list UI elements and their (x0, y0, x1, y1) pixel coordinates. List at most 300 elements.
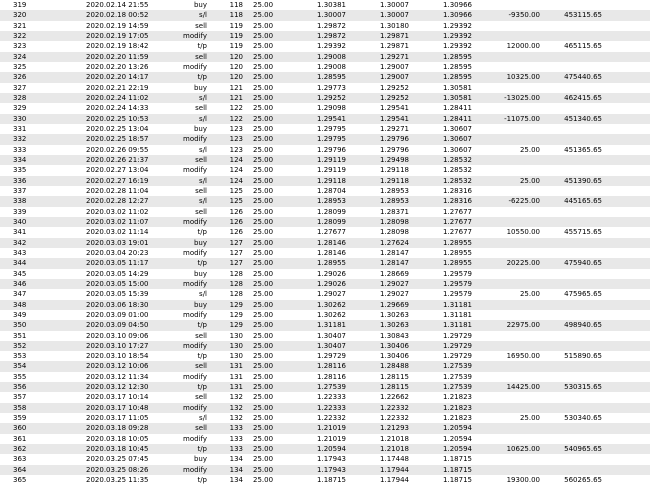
stop-loss-cell: 1.30406 (346, 341, 409, 351)
profit-cell (472, 0, 540, 10)
row-spacer (602, 289, 650, 299)
stop-loss-cell: 1.22332 (346, 403, 409, 413)
trade-type-cell: modify (154, 31, 207, 41)
trade-size-cell: 25.00 (243, 382, 279, 392)
table-row (0, 145, 650, 155)
row-spacer (602, 41, 650, 51)
row-spacer (602, 361, 650, 371)
row-spacer (602, 454, 650, 464)
profit-cell (472, 269, 540, 279)
trade-size-cell: 25.00 (243, 186, 279, 196)
balance-cell (540, 103, 602, 113)
trade-price-cell: 1.28116 (279, 372, 346, 382)
order-number-cell: 129 (207, 310, 243, 320)
row-number-cell: 346 (0, 279, 86, 289)
trade-size-cell: 25.00 (243, 93, 279, 103)
take-profit-cell: 1.20594 (409, 423, 472, 433)
row-number-cell: 359 (0, 413, 86, 423)
trade-type-cell: t/p (154, 72, 207, 82)
trade-type-cell: t/p (154, 41, 207, 51)
balance-cell (540, 269, 602, 279)
row-number-cell: 330 (0, 114, 86, 124)
row-spacer (602, 258, 650, 268)
trade-price-cell: 1.30262 (279, 310, 346, 320)
trade-size-cell: 25.00 (243, 41, 279, 51)
row-spacer (602, 403, 650, 413)
table-row (0, 227, 650, 237)
trade-size-cell: 25.00 (243, 392, 279, 402)
trade-type-cell: modify (154, 165, 207, 175)
stop-loss-cell: 1.29871 (346, 31, 409, 41)
trade-size-cell: 25.00 (243, 320, 279, 330)
trade-price-cell: 1.29392 (279, 41, 346, 51)
take-profit-cell: 1.30966 (409, 10, 472, 20)
stop-loss-cell: 1.29541 (346, 114, 409, 124)
trade-time-cell: 2020.03.09 01:00 (86, 310, 154, 320)
trade-price-cell: 1.28146 (279, 238, 346, 248)
table-row (0, 0, 650, 10)
trade-type-cell: sell (154, 186, 207, 196)
trade-price-cell: 1.30407 (279, 331, 346, 341)
take-profit-cell: 1.28955 (409, 258, 472, 268)
trade-time-cell: 2020.03.25 11:35 (86, 475, 154, 485)
order-number-cell: 119 (207, 21, 243, 31)
trade-time-cell: 2020.02.27 16:19 (86, 176, 154, 186)
trade-price-cell: 1.27677 (279, 227, 346, 237)
table-row (0, 238, 650, 248)
stop-loss-cell: 1.29669 (346, 300, 409, 310)
stop-loss-cell: 1.29498 (346, 155, 409, 165)
row-spacer (602, 248, 650, 258)
row-number-cell: 321 (0, 21, 86, 31)
trade-size-cell: 25.00 (243, 341, 279, 351)
order-number-cell: 120 (207, 52, 243, 62)
trade-type-cell: buy (154, 300, 207, 310)
stop-loss-cell: 1.30007 (346, 10, 409, 20)
profit-cell (472, 341, 540, 351)
take-profit-cell: 1.29392 (409, 21, 472, 31)
trade-type-cell: s/l (154, 145, 207, 155)
balance-cell: 540965.65 (540, 444, 602, 454)
row-spacer (602, 320, 650, 330)
stop-loss-cell: 1.30406 (346, 351, 409, 361)
trade-type-cell: sell (154, 331, 207, 341)
row-number-cell: 329 (0, 103, 86, 113)
trade-size-cell: 25.00 (243, 227, 279, 237)
stop-loss-cell: 1.29271 (346, 52, 409, 62)
stop-loss-cell: 1.28098 (346, 217, 409, 227)
profit-cell: -11075.00 (472, 114, 540, 124)
order-number-cell: 118 (207, 0, 243, 10)
trade-time-cell: 2020.02.25 13:04 (86, 124, 154, 134)
trade-time-cell: 2020.03.18 10:45 (86, 444, 154, 454)
trade-time-cell: 2020.03.17 10:14 (86, 392, 154, 402)
order-number-cell: 131 (207, 372, 243, 382)
order-number-cell: 123 (207, 134, 243, 144)
balance-cell (540, 217, 602, 227)
row-number-cell: 326 (0, 72, 86, 82)
row-number-cell: 354 (0, 361, 86, 371)
trade-type-cell: sell (154, 207, 207, 217)
take-profit-cell: 1.30581 (409, 93, 472, 103)
trade-time-cell: 2020.02.26 21:37 (86, 155, 154, 165)
table-row (0, 124, 650, 134)
row-number-cell: 327 (0, 83, 86, 93)
balance-cell: 515890.65 (540, 351, 602, 361)
table-row (0, 372, 650, 382)
order-number-cell: 131 (207, 382, 243, 392)
trade-price-cell: 1.28595 (279, 72, 346, 82)
balance-cell (540, 423, 602, 433)
profit-cell (472, 124, 540, 134)
profit-cell (472, 186, 540, 196)
row-spacer (602, 72, 650, 82)
trade-size-cell: 25.00 (243, 269, 279, 279)
row-number-cell: 358 (0, 403, 86, 413)
profit-cell: -6225.00 (472, 196, 540, 206)
balance-cell (540, 134, 602, 144)
trade-size-cell: 25.00 (243, 83, 279, 93)
take-profit-cell: 1.29579 (409, 269, 472, 279)
trade-type-cell: sell (154, 155, 207, 165)
row-spacer (602, 227, 650, 237)
balance-cell (540, 361, 602, 371)
trade-size-cell: 25.00 (243, 103, 279, 113)
profit-cell (472, 434, 540, 444)
trade-time-cell: 2020.03.02 11:07 (86, 217, 154, 227)
trade-price-cell: 1.28116 (279, 361, 346, 371)
row-spacer (602, 207, 650, 217)
trade-price-cell: 1.28953 (279, 196, 346, 206)
take-profit-cell: 1.29729 (409, 331, 472, 341)
stop-loss-cell: 1.29541 (346, 103, 409, 113)
table-row (0, 155, 650, 165)
row-spacer (602, 124, 650, 134)
profit-cell (472, 134, 540, 144)
profit-cell (472, 300, 540, 310)
table-row (0, 176, 650, 186)
trade-size-cell: 25.00 (243, 444, 279, 454)
take-profit-cell: 1.29729 (409, 341, 472, 351)
row-number-cell: 340 (0, 217, 86, 227)
take-profit-cell: 1.29579 (409, 279, 472, 289)
profit-cell: 16950.00 (472, 351, 540, 361)
stop-loss-cell: 1.21018 (346, 434, 409, 444)
order-number-cell: 133 (207, 444, 243, 454)
take-profit-cell: 1.27677 (409, 207, 472, 217)
row-spacer (602, 310, 650, 320)
stop-loss-cell: 1.27624 (346, 238, 409, 248)
row-number-cell: 339 (0, 207, 86, 217)
stop-loss-cell: 1.30263 (346, 310, 409, 320)
trade-type-cell: modify (154, 217, 207, 227)
take-profit-cell: 1.28955 (409, 248, 472, 258)
stop-loss-cell: 1.29027 (346, 289, 409, 299)
row-number-cell: 322 (0, 31, 86, 41)
trade-size-cell: 25.00 (243, 134, 279, 144)
order-number-cell: 127 (207, 248, 243, 258)
order-number-cell: 119 (207, 41, 243, 51)
row-number-cell: 331 (0, 124, 86, 134)
trade-time-cell: 2020.02.28 11:04 (86, 186, 154, 196)
trade-time-cell: 2020.03.25 07:45 (86, 454, 154, 464)
row-spacer (602, 83, 650, 93)
order-number-cell: 122 (207, 114, 243, 124)
profit-cell: 10550.00 (472, 227, 540, 237)
row-spacer (602, 475, 650, 485)
profit-cell: 25.00 (472, 289, 540, 299)
row-spacer (602, 279, 650, 289)
order-number-cell: 120 (207, 72, 243, 82)
trade-size-cell: 25.00 (243, 10, 279, 20)
table-row (0, 21, 650, 31)
row-number-cell: 335 (0, 165, 86, 175)
take-profit-cell: 1.28532 (409, 176, 472, 186)
trade-time-cell: 2020.02.26 09:55 (86, 145, 154, 155)
table-row (0, 83, 650, 93)
row-spacer (602, 331, 650, 341)
profit-cell (472, 165, 540, 175)
stop-loss-cell: 1.29252 (346, 83, 409, 93)
profit-cell (472, 465, 540, 475)
row-number-cell: 342 (0, 238, 86, 248)
table-row (0, 217, 650, 227)
order-number-cell: 130 (207, 341, 243, 351)
trade-time-cell: 2020.03.25 08:26 (86, 465, 154, 475)
trade-size-cell: 25.00 (243, 403, 279, 413)
take-profit-cell: 1.28955 (409, 238, 472, 248)
profit-cell (472, 372, 540, 382)
row-number-cell: 332 (0, 134, 86, 144)
trade-price-cell: 1.30007 (279, 10, 346, 20)
profit-cell: -9350.00 (472, 10, 540, 20)
order-number-cell: 120 (207, 62, 243, 72)
profit-cell (472, 217, 540, 227)
row-number-cell: 325 (0, 62, 86, 72)
trade-time-cell: 2020.02.24 14:33 (86, 103, 154, 113)
balance-cell (540, 31, 602, 41)
row-number-cell: 356 (0, 382, 86, 392)
trade-type-cell: s/l (154, 114, 207, 124)
balance-cell: 475965.65 (540, 289, 602, 299)
row-spacer (602, 176, 650, 186)
balance-cell: 465115.65 (540, 41, 602, 51)
row-spacer (602, 0, 650, 10)
take-profit-cell: 1.28316 (409, 196, 472, 206)
balance-cell (540, 165, 602, 175)
row-spacer (602, 114, 650, 124)
balance-cell (540, 434, 602, 444)
balance-cell: 530315.65 (540, 382, 602, 392)
trade-price-cell: 1.29026 (279, 279, 346, 289)
balance-cell (540, 310, 602, 320)
stop-loss-cell: 1.29007 (346, 62, 409, 72)
trade-type-cell: t/p (154, 351, 207, 361)
order-number-cell: 124 (207, 155, 243, 165)
trade-time-cell: 2020.03.12 12:30 (86, 382, 154, 392)
take-profit-cell: 1.30607 (409, 134, 472, 144)
trade-price-cell: 1.28099 (279, 217, 346, 227)
trade-size-cell: 25.00 (243, 196, 279, 206)
take-profit-cell: 1.31181 (409, 300, 472, 310)
trade-size-cell: 25.00 (243, 454, 279, 464)
row-spacer (602, 10, 650, 20)
trade-type-cell: modify (154, 248, 207, 258)
stop-loss-cell: 1.22332 (346, 413, 409, 423)
balance-cell (540, 0, 602, 10)
balance-cell (540, 300, 602, 310)
trade-type-cell: s/l (154, 10, 207, 20)
trade-time-cell: 2020.02.20 11:59 (86, 52, 154, 62)
table-row (0, 320, 650, 330)
row-number-cell: 353 (0, 351, 86, 361)
stop-loss-cell: 1.28669 (346, 269, 409, 279)
trade-price-cell: 1.29541 (279, 114, 346, 124)
row-number-cell: 365 (0, 475, 86, 485)
order-number-cell: 122 (207, 103, 243, 113)
stop-loss-cell: 1.28371 (346, 207, 409, 217)
table-row (0, 423, 650, 433)
take-profit-cell: 1.30581 (409, 83, 472, 93)
profit-cell (472, 454, 540, 464)
trade-price-cell: 1.29027 (279, 289, 346, 299)
profit-cell (472, 31, 540, 41)
trade-type-cell: buy (154, 124, 207, 134)
balance-cell (540, 341, 602, 351)
stop-loss-cell: 1.21018 (346, 444, 409, 454)
trade-price-cell: 1.29795 (279, 124, 346, 134)
trade-type-cell: buy (154, 0, 207, 10)
table-row (0, 196, 650, 206)
order-number-cell: 121 (207, 93, 243, 103)
row-number-cell: 352 (0, 341, 86, 351)
row-number-cell: 362 (0, 444, 86, 454)
trade-size-cell: 25.00 (243, 124, 279, 134)
row-number-cell: 341 (0, 227, 86, 237)
trade-price-cell: 1.29795 (279, 134, 346, 144)
profit-cell (472, 392, 540, 402)
balance-cell: 451365.65 (540, 145, 602, 155)
row-number-cell: 364 (0, 465, 86, 475)
balance-cell (540, 331, 602, 341)
row-spacer (602, 186, 650, 196)
take-profit-cell: 1.18715 (409, 475, 472, 485)
balance-cell: 455715.65 (540, 227, 602, 237)
profit-cell: 12000.00 (472, 41, 540, 51)
trade-size-cell: 25.00 (243, 475, 279, 485)
row-number-cell: 333 (0, 145, 86, 155)
trade-time-cell: 2020.03.17 10:48 (86, 403, 154, 413)
take-profit-cell: 1.20594 (409, 444, 472, 454)
profit-cell (472, 403, 540, 413)
table-row (0, 62, 650, 72)
take-profit-cell: 1.27539 (409, 361, 472, 371)
table-row (0, 103, 650, 113)
profit-cell (472, 238, 540, 248)
trade-type-cell: t/p (154, 258, 207, 268)
stop-loss-cell: 1.22662 (346, 392, 409, 402)
row-spacer (602, 31, 650, 41)
order-number-cell: 129 (207, 300, 243, 310)
balance-cell (540, 62, 602, 72)
row-spacer (602, 372, 650, 382)
order-number-cell: 118 (207, 10, 243, 20)
trade-size-cell: 25.00 (243, 289, 279, 299)
balance-cell (540, 238, 602, 248)
table-row (0, 186, 650, 196)
balance-cell: 530340.65 (540, 413, 602, 423)
trade-size-cell: 25.00 (243, 279, 279, 289)
trade-time-cell: 2020.02.25 10:53 (86, 114, 154, 124)
row-spacer (602, 103, 650, 113)
take-profit-cell: 1.28411 (409, 114, 472, 124)
row-spacer (602, 423, 650, 433)
stop-loss-cell: 1.29871 (346, 41, 409, 51)
table-row (0, 10, 650, 20)
row-spacer (602, 217, 650, 227)
balance-cell (540, 248, 602, 258)
order-number-cell: 128 (207, 279, 243, 289)
table-row (0, 382, 650, 392)
take-profit-cell: 1.31181 (409, 310, 472, 320)
row-spacer (602, 52, 650, 62)
trade-size-cell: 25.00 (243, 52, 279, 62)
row-number-cell: 328 (0, 93, 86, 103)
profit-cell (472, 248, 540, 258)
trade-price-cell: 1.22333 (279, 403, 346, 413)
trade-price-cell: 1.30262 (279, 300, 346, 310)
row-number-cell: 334 (0, 155, 86, 165)
balance-cell: 453115.65 (540, 10, 602, 20)
stop-loss-cell: 1.29796 (346, 134, 409, 144)
trade-size-cell: 25.00 (243, 155, 279, 165)
row-number-cell: 344 (0, 258, 86, 268)
trade-size-cell: 25.00 (243, 72, 279, 82)
order-number-cell: 130 (207, 351, 243, 361)
trade-type-cell: t/p (154, 444, 207, 454)
stop-loss-cell: 1.28147 (346, 248, 409, 258)
row-spacer (602, 444, 650, 454)
take-profit-cell: 1.21823 (409, 403, 472, 413)
row-number-cell: 355 (0, 372, 86, 382)
stop-loss-cell: 1.30843 (346, 331, 409, 341)
row-number-cell: 319 (0, 0, 86, 10)
trade-type-cell: modify (154, 279, 207, 289)
trade-type-cell: modify (154, 62, 207, 72)
trade-time-cell: 2020.03.18 09:28 (86, 423, 154, 433)
order-number-cell: 132 (207, 403, 243, 413)
table-row (0, 289, 650, 299)
trade-size-cell: 25.00 (243, 465, 279, 475)
row-spacer (602, 341, 650, 351)
order-number-cell: 123 (207, 145, 243, 155)
row-spacer (602, 238, 650, 248)
order-number-cell: 134 (207, 454, 243, 464)
table-row (0, 93, 650, 103)
trade-price-cell: 1.29252 (279, 93, 346, 103)
trade-type-cell: t/p (154, 227, 207, 237)
trade-price-cell: 1.20594 (279, 444, 346, 454)
table-row (0, 31, 650, 41)
table-row (0, 248, 650, 258)
trade-size-cell: 25.00 (243, 207, 279, 217)
row-number-cell: 338 (0, 196, 86, 206)
take-profit-cell: 1.27539 (409, 382, 472, 392)
order-number-cell: 125 (207, 196, 243, 206)
row-spacer (602, 300, 650, 310)
row-spacer (602, 165, 650, 175)
row-number-cell: 320 (0, 10, 86, 20)
